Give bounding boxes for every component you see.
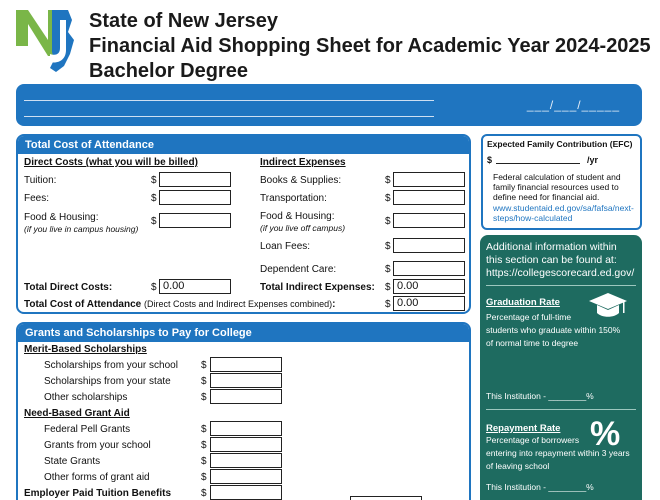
school-grants-label: Grants from your school bbox=[44, 440, 151, 451]
grad-institution[interactable]: This Institution - ________% bbox=[486, 391, 594, 401]
transportation-label: Transportation: bbox=[260, 193, 327, 204]
indirect-expenses-heading: Indirect Expenses bbox=[260, 157, 346, 168]
other-grants-label: Other forms of grant aid bbox=[44, 472, 150, 483]
efc-link-2[interactable]: steps/how-calculated bbox=[493, 213, 573, 223]
food-housing-indirect-label: Food & Housing: bbox=[260, 211, 335, 222]
total-coa-label: Total Cost of Attendance bbox=[24, 299, 142, 310]
need-heading: Need-Based Grant Aid bbox=[24, 408, 130, 419]
state-scholarships-input[interactable] bbox=[210, 373, 282, 388]
state-grants-label: State Grants bbox=[44, 456, 101, 467]
total-coa-value: 0.00 bbox=[393, 296, 465, 311]
total-direct-dollar: $ bbox=[151, 282, 157, 293]
total-coa-dollar: $ bbox=[385, 299, 391, 310]
graduation-cap-icon bbox=[588, 291, 628, 321]
grants-panel bbox=[16, 322, 471, 500]
food-housing-direct-input[interactable] bbox=[159, 213, 231, 228]
state-scholarships-label: Scholarships from your state bbox=[44, 376, 171, 387]
college-scorecard-panel bbox=[480, 235, 642, 500]
repay-desc-3: of leaving school bbox=[486, 461, 550, 471]
school-address-line[interactable] bbox=[24, 116, 434, 117]
page-header bbox=[89, 9, 651, 84]
school-scholarships-dollar: $ bbox=[201, 360, 207, 371]
loan-fees-input[interactable] bbox=[393, 238, 465, 253]
tuition-dollar: $ bbox=[151, 175, 157, 186]
cost-panel-title: Total Cost of Attendance bbox=[18, 136, 469, 154]
food-housing-direct-dollar: $ bbox=[151, 216, 157, 227]
school-info-bar bbox=[16, 84, 642, 126]
state-scholarships-dollar: $ bbox=[201, 376, 207, 387]
side-divider-2 bbox=[486, 409, 636, 410]
side-divider-1 bbox=[486, 285, 636, 286]
dependent-care-input[interactable] bbox=[393, 261, 465, 276]
books-label: Books & Supplies: bbox=[260, 175, 342, 186]
side-intro-3[interactable]: https://collegescorecard.ed.gov/ bbox=[486, 267, 635, 279]
school-grants-input[interactable] bbox=[210, 437, 282, 452]
fees-dollar: $ bbox=[151, 193, 157, 204]
fees-label: Fees: bbox=[24, 193, 50, 204]
transportation-dollar: $ bbox=[385, 193, 391, 204]
grants-total-input[interactable] bbox=[350, 496, 422, 500]
dependent-care-dollar: $ bbox=[385, 264, 391, 275]
other-scholarships-input[interactable] bbox=[210, 389, 282, 404]
date-field[interactable]: ___/___/_____ bbox=[526, 98, 620, 112]
pell-dollar: $ bbox=[201, 424, 207, 435]
total-coa-note: (Direct Costs and Indirect Expenses combined) bbox=[144, 299, 333, 309]
books-input[interactable] bbox=[393, 172, 465, 187]
school-name-line[interactable] bbox=[24, 100, 434, 101]
employer-label: Employer Paid Tuition Benefits bbox=[24, 488, 172, 499]
repay-desc-1: Percentage of borrowers bbox=[486, 435, 580, 445]
direct-costs-heading: Direct Costs (what you will be billed) bbox=[24, 157, 198, 168]
cost-of-attendance-panel bbox=[16, 134, 471, 314]
total-direct-label: Total Direct Costs: bbox=[24, 282, 113, 293]
food-housing-indirect-dollar: $ bbox=[385, 216, 391, 227]
repay-rate-title: Repayment Rate bbox=[486, 423, 561, 434]
school-scholarships-input[interactable] bbox=[210, 357, 282, 372]
efc-desc-2: family financial resources used to bbox=[493, 182, 619, 192]
other-grants-dollar: $ bbox=[201, 472, 207, 483]
books-dollar: $ bbox=[385, 175, 391, 186]
state-grants-dollar: $ bbox=[201, 456, 207, 467]
other-scholarships-label: Other scholarships bbox=[44, 392, 128, 403]
other-scholarships-dollar: $ bbox=[201, 392, 207, 403]
nj-logo bbox=[14, 6, 78, 74]
fees-input[interactable] bbox=[159, 190, 231, 205]
tuition-label: Tuition: bbox=[24, 175, 57, 186]
total-indirect-dollar: $ bbox=[385, 282, 391, 293]
side-intro-2: this section can be found at: bbox=[486, 254, 617, 266]
other-grants-input[interactable] bbox=[210, 469, 282, 484]
grad-desc-1: Percentage of full-time bbox=[486, 312, 572, 322]
grad-desc-3: of normal time to degree bbox=[486, 338, 579, 348]
efc-desc-1: Federal calculation of student and bbox=[493, 172, 621, 182]
efc-input-line[interactable] bbox=[496, 163, 580, 164]
grad-desc-2: students who graduate within 150% bbox=[486, 325, 621, 335]
loan-fees-label: Loan Fees: bbox=[260, 241, 311, 252]
header-state: State of New Jersey bbox=[89, 10, 278, 32]
total-indirect-value: 0.00 bbox=[393, 279, 465, 294]
efc-link-1[interactable]: www.studentaid.ed.gov/sa/fafsa/next- bbox=[493, 203, 634, 213]
side-intro-1: Additional information within bbox=[486, 241, 617, 253]
loan-fees-dollar: $ bbox=[385, 241, 391, 252]
efc-dollar: $ bbox=[487, 155, 493, 165]
food-housing-direct-note: (if you live in campus housing) bbox=[24, 224, 139, 234]
merit-heading: Merit-Based Scholarships bbox=[24, 344, 147, 355]
header-title: Financial Aid Shopping Sheet for Academic Year 2024-2025 bbox=[89, 35, 651, 57]
food-housing-indirect-note: (if you live off campus) bbox=[260, 223, 346, 233]
grants-panel-title: Grants and Scholarships to Pay for College bbox=[18, 324, 469, 342]
repay-desc-2: entering into repayment within 3 years bbox=[486, 448, 630, 458]
grad-rate-title: Graduation Rate bbox=[486, 297, 560, 308]
employer-input[interactable] bbox=[210, 485, 282, 500]
food-housing-direct-label: Food & Housing: bbox=[24, 212, 99, 223]
transportation-input[interactable] bbox=[393, 190, 465, 205]
school-scholarships-label: Scholarships from your school bbox=[44, 360, 178, 371]
employer-dollar: $ bbox=[201, 488, 207, 499]
dependent-care-label: Dependent Care: bbox=[260, 264, 337, 275]
tuition-input[interactable] bbox=[159, 172, 231, 187]
food-housing-indirect-input[interactable] bbox=[393, 213, 465, 228]
pell-label: Federal Pell Grants bbox=[44, 424, 131, 435]
total-indirect-label: Total Indirect Expenses: bbox=[260, 282, 375, 293]
pell-input[interactable] bbox=[210, 421, 282, 436]
repay-institution[interactable]: This Institution - ________% bbox=[486, 482, 594, 492]
efc-box bbox=[481, 134, 642, 230]
efc-desc-3: define need for financial aid. bbox=[493, 192, 600, 202]
header-degree: Bachelor Degree bbox=[89, 60, 248, 82]
efc-title: Expected Family Contribution (EFC) bbox=[487, 139, 633, 149]
total-coa-row: Total Cost of Attendance (Direct Costs and Indirect Expenses combined): bbox=[24, 299, 336, 310]
school-grants-dollar: $ bbox=[201, 440, 207, 451]
total-direct-value: 0.00 bbox=[159, 279, 231, 294]
percent-icon: % bbox=[590, 415, 621, 453]
state-grants-input[interactable] bbox=[210, 453, 282, 468]
efc-per-year: /yr bbox=[587, 155, 599, 165]
